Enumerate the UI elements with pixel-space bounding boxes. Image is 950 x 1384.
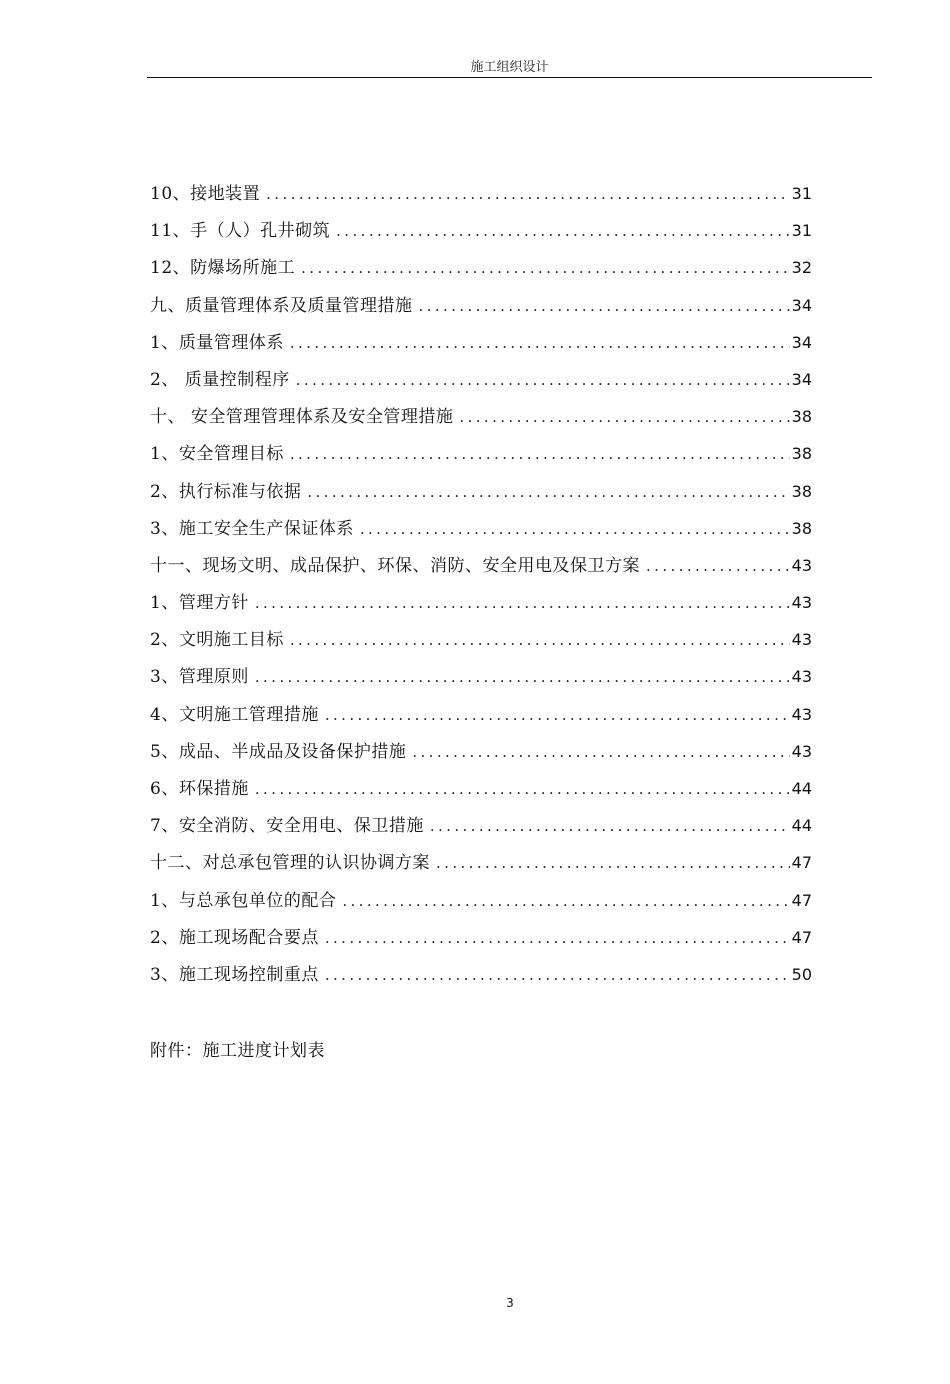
- toc-entry-title: 1、质量管理体系: [150, 332, 284, 353]
- toc-entry-title: 10、接地装置: [150, 184, 261, 204]
- toc-entry-title: 3、施工安全生产保证体系: [150, 518, 354, 539]
- toc-entry-title: 6、环保措施: [150, 779, 249, 799]
- toc-entry-title: 5、成品、半成品及设备保护措施: [150, 741, 407, 762]
- toc-entry: [150, 473, 812, 510]
- toc-entry-page: 34: [791, 369, 812, 389]
- toc-entry-title: 3、施工现场控制重点: [150, 964, 319, 985]
- toc-entry: [150, 361, 812, 398]
- toc-entry-title: 7、安全消防、安全用电、保卫措施: [150, 816, 424, 837]
- toc-entry-title: 2、执行标准与依据: [150, 481, 302, 502]
- toc-entry: [150, 398, 812, 435]
- toc-entry-title: 十二、对总承包管理的认识协调方案: [150, 853, 430, 874]
- toc-entry-title: 1、管理方针: [150, 593, 249, 614]
- toc-entry-page: 44: [791, 779, 812, 798]
- toc-entry-page: 38: [791, 518, 812, 538]
- toc-dot-leader: [255, 659, 790, 696]
- toc-dot-leader: [436, 845, 790, 882]
- toc-entry-page: 38: [791, 444, 812, 464]
- toc-entry: [150, 510, 812, 547]
- toc-dot-leader: [412, 734, 789, 771]
- footer-page-number: 3: [506, 1296, 514, 1310]
- toc-dot-leader: [307, 474, 789, 511]
- toc-entry: [150, 435, 812, 472]
- toc-entry: [150, 844, 812, 881]
- toc-entry: [150, 287, 812, 324]
- toc-entry-page: 44: [791, 816, 812, 836]
- toc-dot-leader: [325, 957, 790, 994]
- toc-entry-page: 50: [791, 964, 812, 984]
- toc-entry-page: 43: [791, 555, 812, 575]
- toc-entry-title: 九、质量管理体系及质量管理措施: [150, 295, 413, 316]
- toc-entry-title: 2、施工现场配合要点: [150, 927, 319, 948]
- toc-entry-title: 1、与总承包单位的配合: [150, 890, 337, 911]
- toc-entry-title: 3、管理原则: [150, 667, 249, 688]
- toc-entry-title: 11、手（人）孔井砌筑: [150, 221, 331, 242]
- toc-dot-leader: [325, 920, 790, 957]
- toc-entry: [150, 212, 812, 249]
- toc-entry: [150, 324, 812, 361]
- toc-entry-page: 43: [791, 667, 812, 687]
- toc-entry-page: 43: [791, 704, 812, 724]
- toc-dot-leader: [290, 436, 790, 473]
- toc-dot-leader: [290, 325, 790, 362]
- toc-entry: [150, 658, 812, 695]
- toc-entry: [150, 770, 812, 807]
- toc-entry-page: 31: [791, 184, 812, 203]
- toc-entry: [150, 547, 812, 584]
- toc-entry-title: 2、 质量控制程序: [150, 369, 290, 390]
- toc-dot-leader: [342, 883, 789, 920]
- header-divider: [147, 77, 872, 78]
- toc-dot-leader: [296, 362, 790, 399]
- toc-entry-page: 32: [791, 258, 812, 278]
- toc-entry-title: 12、防爆场所施工: [150, 258, 296, 279]
- toc-entry: [150, 584, 812, 621]
- toc-dot-leader: [290, 622, 790, 659]
- toc-entry-title: 十、 安全管理管理体系及安全管理措施: [150, 407, 454, 428]
- toc-entry-page: 34: [791, 295, 812, 315]
- toc-entry-page: 43: [791, 741, 812, 761]
- toc-entry-title: 1、安全管理目标: [150, 444, 284, 465]
- toc-entry-title: 十一、现场文明、成品保护、环保、消防、安全用电及保卫方案: [150, 555, 640, 576]
- toc-entry-title: 4、文明施工管理措施: [150, 704, 319, 725]
- toc-entry: [150, 807, 812, 844]
- toc-dot-leader: [646, 548, 790, 585]
- toc-dot-leader: [419, 288, 790, 325]
- toc-entry: [150, 733, 812, 770]
- toc-entry-page: 43: [791, 593, 812, 613]
- page-header-title: 施工组织设计: [470, 60, 549, 75]
- toc-entry-page: 34: [791, 332, 812, 352]
- toc-entry: [150, 956, 812, 993]
- table-of-contents: [150, 175, 812, 993]
- toc-dot-leader: [430, 808, 790, 845]
- toc-dot-leader: [325, 697, 790, 734]
- toc-dot-leader: [301, 250, 790, 287]
- toc-dot-leader: [255, 585, 790, 622]
- toc-entry: [150, 249, 812, 286]
- toc-entry-page: 47: [791, 927, 812, 947]
- toc-dot-leader: [255, 771, 790, 808]
- toc-entry: [150, 175, 812, 212]
- toc-entry-page: 47: [791, 853, 812, 873]
- toc-entry-page: 38: [791, 481, 812, 501]
- toc-entry: [150, 919, 812, 956]
- toc-entry-page: 43: [791, 630, 812, 650]
- appendix-note: 附件：施工进度计划表: [150, 1041, 325, 1061]
- toc-entry: [150, 696, 812, 733]
- toc-entry: [150, 882, 812, 919]
- toc-entry-page: 31: [791, 221, 812, 241]
- toc-entry-page: 47: [791, 890, 812, 910]
- toc-entry: [150, 621, 812, 658]
- toc-dot-leader: [266, 176, 790, 213]
- toc-dot-leader: [360, 511, 790, 548]
- toc-entry-title: 2、文明施工目标: [150, 630, 284, 651]
- toc-entry-page: 38: [791, 407, 812, 427]
- toc-dot-leader: [336, 213, 790, 250]
- toc-dot-leader: [459, 399, 789, 436]
